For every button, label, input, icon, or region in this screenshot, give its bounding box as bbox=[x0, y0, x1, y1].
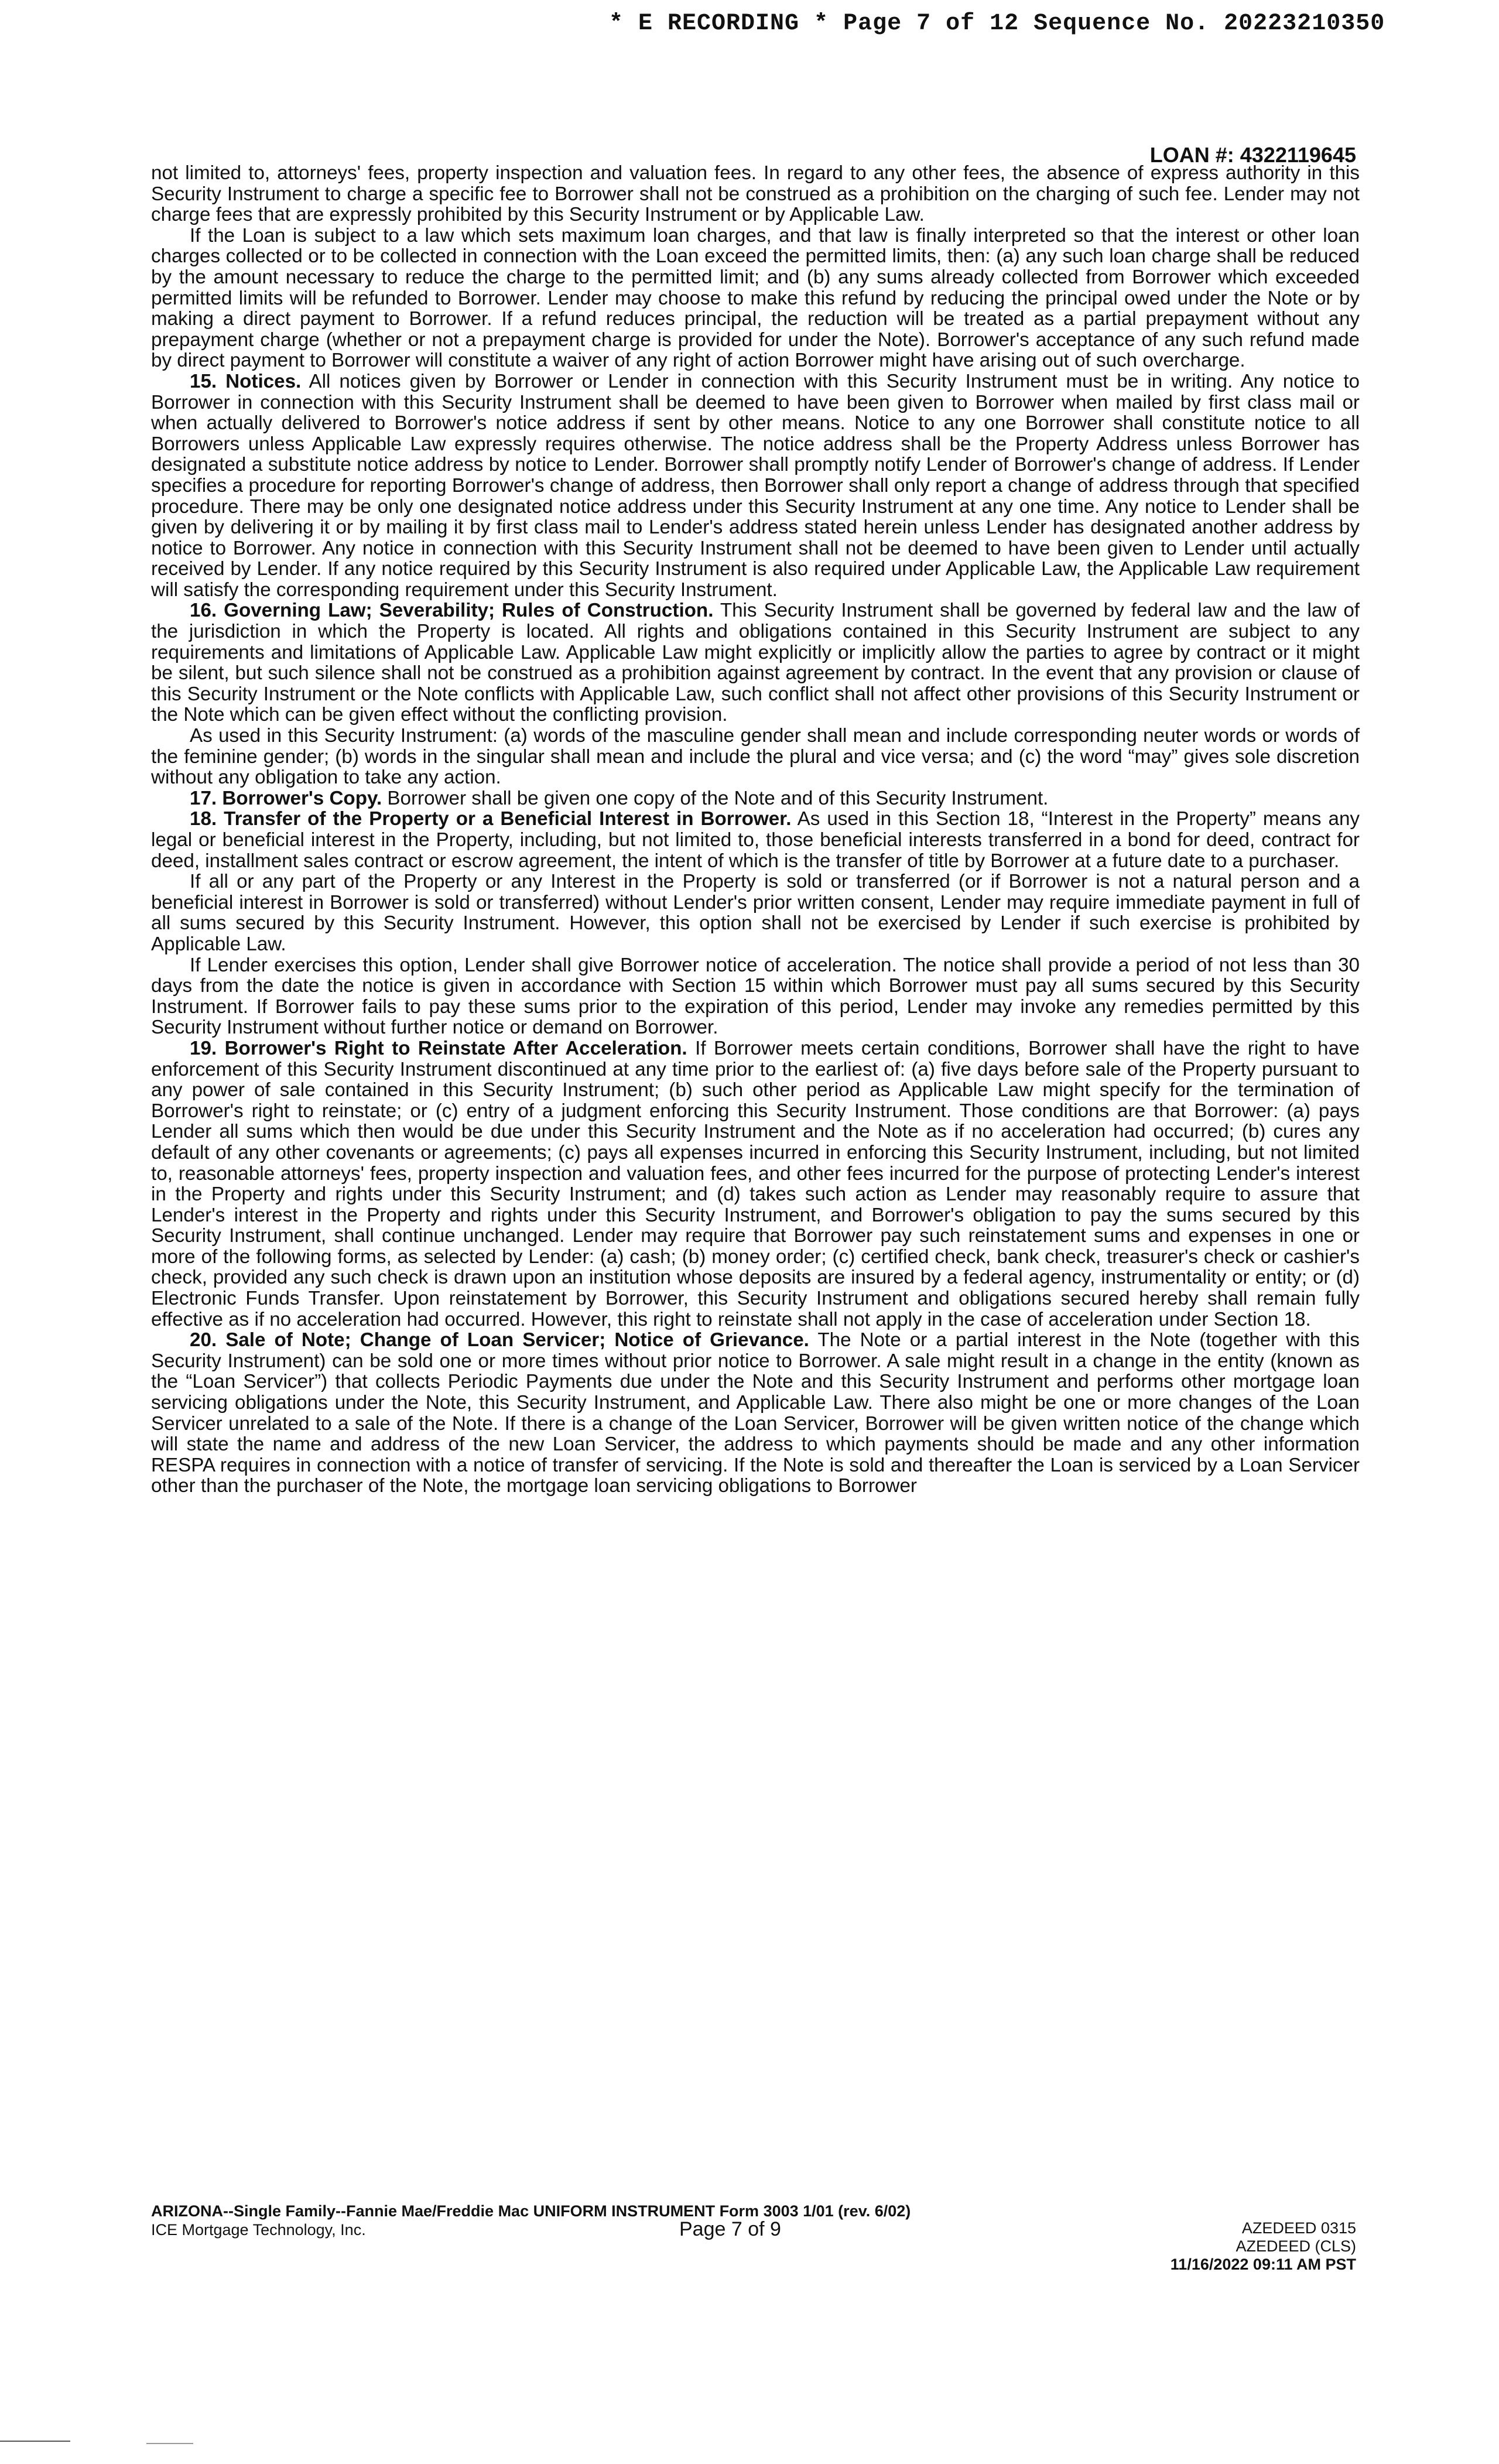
section-18-consent: If all or any part of the Property or any Interest in the Property is sold or transferred (or if Borrower is not a natural person and a beneficial interest in Borrower is sold or transferred) without Lender's prior written consent, Lender may require immediate payment in full of all sums secured by this Security Instrument. However, this option shall not be exercised by Lender if such exercise is prohibited by Applicable Law. bbox=[151, 871, 1360, 955]
section-18-text: As used in this Section 18, “Interest in the Property” means any legal or beneficial interest in the Property, including, but not limited to, those beneficial interests transferred in a bond for deed, contract for deed, installment sales contract or escrow agreement, the intent of which is the transfer of title by Borrower at a future date to a purchaser. bbox=[151, 808, 1360, 872]
section-20-text: The Note or a partial interest in the Note (together with this Security Instrument) can be sold one or more times without prior notice to Borrower. A sale might result in a change in the entity (known as the “Loan Servicer”) that collects Periodic Payments due under the Note and this Security Instrument and performs other mortgage loan servicing obligations under the Note, this Security Instrument, and Applicable Law. There also might be one or more changes of the Loan Servicer unrelated to a sale of the Note. If there is a change of the Loan Servicer, Borrower will be given written notice of the change which will state the name and address of the new Loan Servicer, the address to which payments should be made and any other information RESPA requires in connection with a notice of transfer of servicing. If the Note is sold and thereafter the Loan is serviced by a Loan Servicer other than the purchaser of the Note, the mortgage loan servicing obligations to Borrower bbox=[151, 1329, 1360, 1497]
footer-doc-codes bbox=[1171, 2219, 1356, 2274]
section-18-transfer bbox=[151, 809, 1360, 871]
footer-form-info bbox=[151, 2202, 911, 2239]
section-18-acceleration: If Lender exercises this option, Lender shall give Borrower notice of acceleration. The notice shall provide a period of not less than 30 days from the date the notice is given in accordance with Section 15 within which Borrower must pay all sums secured by this Security Instrument. If Borrower fails to pay these sums prior to the expiration of this period, Lender may invoke any remedies permitted by this Security Instrument without further notice or demand on Borrower. bbox=[151, 954, 1360, 1039]
footer-code-1: AZEDEED 0315 bbox=[1241, 2219, 1356, 2237]
scan-edge-mark bbox=[0, 2441, 70, 2442]
section-16-text: This Security Instrument shall be governed by federal law and the law of the jurisdiction in which the Property is located. All rights and obligations contained in this Security Instrument are subject to any requirements and limitations of Applicable Law. Applicable Law might explicitly or implicitly allow the parties to agree by contract or it might be silent, but such silence shall not be construed as a prohibition against agreement by contract. In the event that any provision or clause of this Security Instrument or the Note conflicts with Applicable Law, such conflict shall not affect other provisions of this Security Instrument or the Note which can be given effect without the conflicting provision. bbox=[151, 600, 1360, 726]
section-16-heading: 16. Governing Law; Severability; Rules of Construction. bbox=[190, 600, 714, 622]
section-17-borrowers-copy bbox=[151, 788, 1360, 809]
section-17-text: Borrower shall be given one copy of the Note and of this Security Instrument. bbox=[382, 787, 1049, 809]
footer-company: ICE Mortgage Technology, Inc. bbox=[151, 2221, 366, 2239]
recording-header: * E RECORDING * Page 7 of 12 Sequence No. 20223210350 bbox=[609, 11, 1385, 37]
section-15-text: All notices given by Borrower or Lender in connection with this Security Instrument must be in writing. Any notice to Borrower in connection with this Security Instrument shall be deemed to have been given to Borrower when mailed by first class mail or when actually delivered to Borrower's notice address if sent by other means. Notice to any one Borrower shall constitute notice to all Borrowers unless Applicable Law expressly requires otherwise. The notice address shall be the Property Address unless Borrower has designated a substitute notice address by notice to Lender. Borrower shall promptly notify Lender of Borrower's change of address. If Lender specifies a procedure for reporting Borrower's change of address, then Borrower shall only report a change of address through that specified procedure. There may be only one designated notice address under this Security Instrument at any one time. Any notice to Lender shall be given by delivering it or by mailing it by first class mail to Lender's address stated herein unless Lender has designated another address by notice to Borrower. Any notice in connection with this Security Instrument shall not be deemed to have been given to Lender until actually received by Lender. If any notice required by this Security Instrument is also required under Applicable Law, the Applicable Law requirement will satisfy the corresponding requirement under this Security Instrument. bbox=[151, 370, 1360, 601]
footer-timestamp: 11/16/2022 09:11 AM PST bbox=[1170, 2256, 1356, 2273]
loan-number: LOAN #: 4322119645 bbox=[1149, 143, 1356, 167]
footer-form-line: ARIZONA--Single Family--Fannie Mae/Freddie Mac UNIFORM INSTRUMENT Form 3003 1/01 (rev. 6/02) bbox=[151, 2202, 911, 2220]
section-18-heading: 18. Transfer of the Property or a Beneficial Interest in Borrower. bbox=[190, 808, 792, 830]
section-15-heading: 15. Notices. bbox=[190, 370, 302, 392]
section-20-sale-of-note bbox=[151, 1330, 1360, 1497]
section-17-heading: 17. Borrower's Copy. bbox=[190, 787, 382, 809]
scan-edge-mark bbox=[146, 2443, 193, 2444]
paragraph-fees: not limited to, attorneys' fees, property inspection and valuation fees. In regard to any other fees, the absence of express authority in this Security Instrument to charge a specific fee to Borrower shall not be construed as a prohibition on the charging of such fee. Lender may not charge fees that are expressly prohibited by this Security Instrument or by Applicable Law. bbox=[151, 162, 1360, 226]
section-15-notices bbox=[151, 371, 1360, 601]
paragraph-loan-charges: If the Loan is subject to a law which sets maximum loan charges, and that law is finally interpreted so that the interest or other loan charges collected or to be collected in connection with the Loan exceed the permitted limits, then: (a) any such loan charge shall be reduced by the amount necessary to reduce the charge to the permitted limit; and (b) any sums already collected from Borrower which exceeded permitted limits will be refunded to Borrower. Lender may choose to make this refund by reducing the principal owed under the Note or by making a direct payment to Borrower. If a refund reduces principal, the reduction will be treated as a partial prepayment without any prepayment charge (whether or not a prepayment charge is provided for under the Note). Borrower's acceptance of any such refund made by direct payment to Borrower will constitute a waiver of any right of action Borrower might have arising out of such overcharge. bbox=[151, 224, 1360, 372]
section-16-construction: As used in this Security Instrument: (a) words of the masculine gender shall mean and include corresponding neuter words or words of the feminine gender; (b) words in the singular shall mean and include the plural and vice versa; and (c) the word “may” gives sole discretion without any obligation to take any action. bbox=[151, 725, 1360, 789]
section-19-heading: 19. Borrower's Right to Reinstate After Acceleration. bbox=[190, 1037, 687, 1059]
section-19-reinstate bbox=[151, 1038, 1360, 1330]
section-19-text: If Borrower meets certain conditions, Borrower shall have the right to have enforcement of this Security Instrument discontinued at any time prior to the earliest of: (a) five days before sale of the Property pursuant to any power of sale contained in this Security Instrument; (b) such other period as Applicable Law might specify for the termination of Borrower's right to reinstate; or (c) entry of a judgment enforcing this Security Instrument. Those conditions are that Borrower: (a) pays Lender all sums which then would be due under this Security Instrument and the Note as if no acceleration had occurred; (b) cures any default of any other covenants or agreements; (c) pays all expenses incurred in enforcing this Security Instrument, including, but not limited to, reasonable attorneys' fees, property inspection and valuation fees, and other fees incurred for the purpose of protecting Lender's interest in the Property and rights under this Security Instrument; and (d) takes such action as Lender may reasonably require to assure that Lender's interest in the Property and rights under this Security Instrument, and Borrower's obligation to pay the sums secured by this Security Instrument, shall continue unchanged. Lender may require that Borrower pay such reinstatement sums and expenses in one or more of the following forms, as selected by Lender: (a) cash; (b) money order; (c) certified check, bank check, treasurer's check or cashier's check, provided any such check is drawn upon an institution whose deposits are insured by a federal agency, instrumentality or entity; or (d) Electronic Funds Transfer. Upon reinstatement by Borrower, this Security Instrument and obligations secured hereby shall remain fully effective as if no acceleration had occurred. However, this right to reinstate shall not apply in the case of acceleration under Section 18. bbox=[151, 1037, 1360, 1330]
document-body bbox=[151, 163, 1360, 1497]
footer-page-number: Page 7 of 9 bbox=[679, 2218, 781, 2240]
footer-code-2: AZEDEED (CLS) bbox=[1236, 2237, 1356, 2255]
section-20-heading: 20. Sale of Note; Change of Loan Servicer; Notice of Grievance. bbox=[190, 1329, 809, 1351]
section-16-governing-law bbox=[151, 600, 1360, 725]
